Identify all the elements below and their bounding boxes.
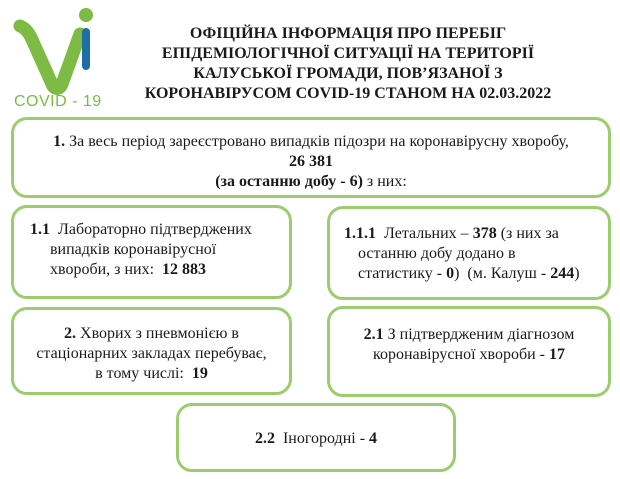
box2-line-3 bbox=[18, 364, 285, 384]
box22-line-1 bbox=[179, 429, 453, 449]
box1-text: За весь період зареєстровано випадків підозри на коронавірусну хворобу, bbox=[69, 133, 569, 150]
title-line-3: КАЛУСЬКОЇ ГРОМАДИ, ПОВ’ЯЗАНОЇ З bbox=[193, 65, 503, 82]
title-line-2: ЕПІДЕМІОЛОГІЧНОЇ СИТУАЦІЇ НА ТЕРИТОРІЇ bbox=[161, 45, 535, 62]
box-deaths bbox=[327, 206, 611, 300]
box1-suffix: з них: bbox=[366, 173, 407, 190]
box111-text1: (з них за bbox=[500, 225, 559, 242]
page-title bbox=[112, 24, 584, 104]
box111-text4: ) bbox=[454, 265, 460, 282]
box11-line-1 bbox=[30, 220, 283, 240]
box2-line3-text: в тому числі: bbox=[95, 365, 184, 382]
box21-value: 17 bbox=[549, 346, 565, 363]
box22-value: 4 bbox=[369, 430, 378, 447]
box22-number: 2.2 bbox=[254, 430, 275, 447]
box111-number: 1.1.1 bbox=[344, 225, 376, 242]
box111-value: 378 bbox=[472, 225, 497, 242]
box2-value: 19 bbox=[191, 365, 208, 382]
box11-line3-text: хвороби, з них: bbox=[50, 261, 155, 278]
box2-line-2: стаціонарних закладах перебуває, bbox=[36, 345, 267, 362]
box1-line-2 bbox=[14, 152, 608, 172]
box21-number: 2.1 bbox=[363, 326, 384, 343]
box111-kalush-end: ) bbox=[574, 265, 580, 282]
box111-day-value: 0 bbox=[446, 265, 455, 282]
box11-line-3 bbox=[30, 260, 283, 280]
box2-number: 2. bbox=[64, 325, 77, 342]
box1-last-day: (за останню добу - 6) bbox=[215, 173, 363, 190]
title-line-4: КОРОНАВІРУСОМ COVID-19 СТАНОМ НА 02.03.2022 bbox=[144, 85, 552, 102]
box2-line-1 bbox=[18, 324, 285, 344]
logo-dot bbox=[79, 8, 93, 22]
box21-line-1 bbox=[336, 325, 602, 345]
logo-text: COVID - 19 bbox=[14, 93, 102, 110]
box111-line-3 bbox=[344, 264, 602, 284]
box11-value: 12 883 bbox=[162, 261, 207, 278]
box11-line1-text: Лабораторно підтверджених bbox=[58, 221, 252, 238]
box2-line1-text: Хворих з пневмонією в bbox=[80, 325, 239, 342]
title-line-1: ОФІЦІЙНА ІНФОРМАЦІЯ ПРО ПЕРЕБІГ bbox=[189, 25, 507, 42]
box-confirmed-diagnosis bbox=[327, 306, 611, 397]
box-lab-confirmed bbox=[11, 205, 292, 299]
box111-line-1 bbox=[344, 224, 602, 244]
box111-kalush-label: (м. Калуш - bbox=[467, 265, 547, 282]
box1-line-3 bbox=[14, 172, 608, 192]
box111-label: Летальних – bbox=[384, 225, 469, 242]
logo-v-shape bbox=[20, 26, 80, 89]
box21-line-2 bbox=[336, 345, 602, 365]
box111-line-2: останню добу додано в bbox=[358, 245, 516, 262]
box-pneumonia bbox=[11, 307, 292, 395]
box-total-suspected bbox=[11, 117, 611, 198]
box111-kalush-value: 244 bbox=[550, 265, 575, 282]
box21-line1-text: З підтвердженим діагнозом bbox=[387, 326, 575, 343]
box21-line2-text: коронавірусної хвороби - bbox=[373, 346, 545, 363]
box-nonresidents bbox=[176, 403, 456, 472]
box111-text3: статистику - bbox=[358, 265, 443, 282]
box11-number: 1.1 bbox=[30, 221, 50, 238]
box11-line-2: випадків коронавірусної bbox=[50, 241, 217, 258]
box1-number: 1. bbox=[53, 133, 66, 150]
box22-label: Іногородні - bbox=[282, 430, 366, 447]
box1-total: 26 381 bbox=[289, 153, 333, 170]
box1-line-1 bbox=[14, 132, 608, 152]
